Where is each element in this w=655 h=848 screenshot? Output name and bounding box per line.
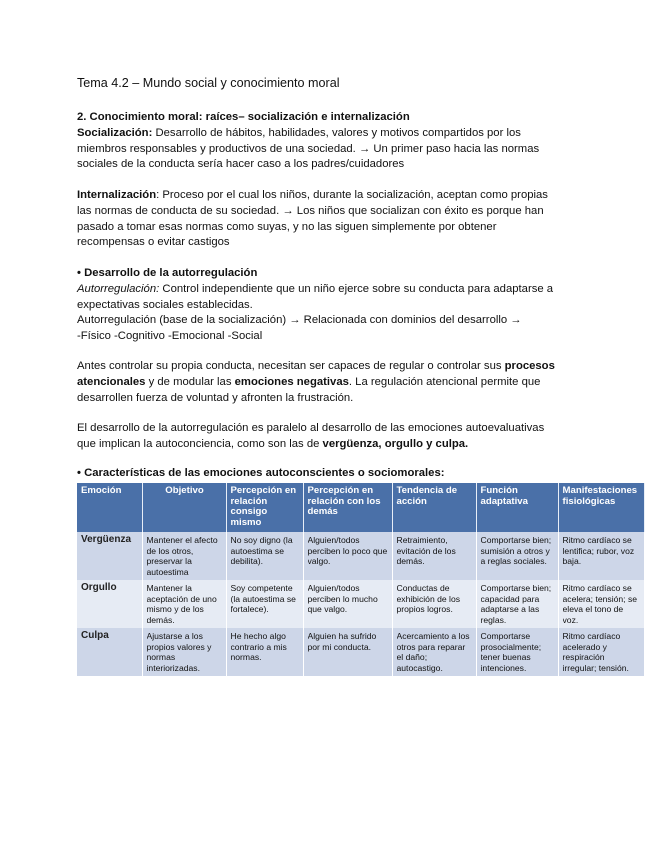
text-line: expectativas sociales establecidas. <box>77 298 253 311</box>
text-line: Desarrollo de hábitos, habilidades, valores y motivos compartidos por los <box>152 126 521 139</box>
table-row <box>77 580 644 628</box>
emphasis: procesos <box>504 360 555 372</box>
table-cell <box>142 628 226 676</box>
text-line: : Proceso por el cual los niños, durante la socialización, aceptan como propias <box>156 189 548 201</box>
cell-text: Alguien ha sufrido por mi conducta. <box>307 631 377 652</box>
text-line: desarrollen fuerza de voluntad y afronten la frustración. <box>77 391 354 404</box>
cell-text: Soy competente (la autoestima se fortalece). <box>230 583 296 615</box>
caracteristicas-heading: • Características de las emociones autoconscientes o sociomorales: <box>77 467 445 479</box>
socializacion-paragraph <box>77 126 582 142</box>
table-cell <box>476 580 558 628</box>
table-cell <box>303 628 392 676</box>
internalizacion-paragraph <box>77 188 582 204</box>
text-run: Antes controlar su propia conducta, necesitan ser capaces de regular o controlar sus <box>77 360 505 372</box>
emphasis: vergüenza, orgullo y culpa. <box>322 437 469 450</box>
row-header: Vergüenza <box>77 532 142 580</box>
text-run: que implican la autoconciencia, como son las de <box>77 437 323 450</box>
column-header: Objetivo <box>142 483 226 532</box>
paragraph-atencionales <box>77 359 582 406</box>
text-line: -Físico -Cognitivo -Emocional -Social <box>77 330 263 343</box>
table-cell <box>558 580 644 628</box>
cell-text: He hecho algo contrario a mis normas. <box>230 631 287 663</box>
cell-text: Alguien/todos perciben lo mucho que valgo. <box>307 583 378 615</box>
text-line: El desarrollo de la autorregulación es paralelo al desarrollo de las emociones autoevaluativas <box>77 422 545 434</box>
emotions-table <box>77 483 645 676</box>
column-header: Manifestaciones fisiológicas <box>558 483 644 532</box>
table-header-row <box>77 483 644 532</box>
cell-text: Ritmo cardíaco se lentifica; rubor, voz baja. <box>562 535 635 567</box>
table-cell <box>392 580 476 628</box>
text-line <box>77 375 582 391</box>
table-cell <box>476 532 558 580</box>
cell-text: Acercamiento a los otros para reparar el daño; autocastigo. <box>396 631 470 673</box>
section-caracteristicas <box>77 466 582 482</box>
emphasis: atencionales <box>77 375 146 388</box>
cell-text: Ritmo cardíaco se acelera; tensión; se eleva el tono de voz. <box>562 583 638 625</box>
text-line: miembros responsables y productivos de una sociedad. → Un primer paso hacia las normas <box>77 142 540 155</box>
table-cell <box>226 628 303 676</box>
document-title: Tema 4.2 – Mundo social y conocimiento moral <box>77 76 340 90</box>
cell-text: Comportarse bien; sumisión a otros y a reglas sociales. <box>480 535 552 567</box>
table-cell <box>226 580 303 628</box>
text-line <box>77 437 582 453</box>
table-cell <box>392 628 476 676</box>
row-header: Culpa <box>77 628 142 676</box>
cell-text: Ajustarse a los propios valores y normas interiorizadas. <box>146 631 212 673</box>
table-cell <box>142 580 226 628</box>
section-autorregulacion <box>77 266 582 345</box>
internalizacion-label: Internalización <box>77 189 157 201</box>
row-header: Orgullo <box>77 580 142 628</box>
text-line <box>77 359 582 375</box>
table-cell <box>303 580 392 628</box>
table-cell <box>558 628 644 676</box>
table-cell <box>226 532 303 580</box>
text-run: y de modular las <box>145 375 235 388</box>
emphasis: emociones negativas <box>234 375 349 388</box>
cell-text: No soy digno (la autoestima se debilita). <box>230 535 293 567</box>
autorregulacion-label: Autorregulación: <box>77 282 160 295</box>
table-cell <box>392 532 476 580</box>
section-heading: 2. Conocimiento moral: raíces– socialización e internalización <box>77 111 410 123</box>
cell-text: Ritmo cardíaco acelerado y respiración irregular; tensión. <box>562 631 629 673</box>
column-header: Percepción en relación consigo mismo <box>226 483 303 532</box>
socializacion-label: Socialización: <box>77 126 153 139</box>
cell-text: Comportarse bien; capacidad para adaptarse a las reglas. <box>480 583 552 625</box>
section-socializacion <box>77 110 582 173</box>
autorregulacion-heading: • Desarrollo de la autorregulación <box>77 267 258 279</box>
table-cell <box>303 532 392 580</box>
column-header: Percepción en relación con los demás <box>303 483 392 532</box>
column-header: Función adaptativa <box>476 483 558 532</box>
autorregulacion-definition <box>77 282 582 298</box>
cell-text: Alguien/todos perciben lo poco que valgo. <box>307 535 388 567</box>
table-row <box>77 532 644 580</box>
section-internalizacion <box>77 188 582 251</box>
cell-text: Mantener el afecto de los otros, preservar la autoestima <box>146 535 218 577</box>
table-cell <box>476 628 558 676</box>
column-header: Tendencia de acción <box>392 483 476 532</box>
text-line: pasado a tomar esas normas como suyas, y no las siguen simplemente por obtener <box>77 220 497 233</box>
text-line: las normas de conducta de su sociedad. → Los niños que socializan con éxito es porque han <box>77 204 544 217</box>
text-line: Control independiente que un niño ejerce sobre su conducta para adaptarse a <box>159 282 554 295</box>
text-line: sociales de la conducta sería hacer caso a los padres/cuidadores <box>77 158 405 171</box>
column-header: Emoción <box>77 483 142 532</box>
table-row <box>77 628 644 676</box>
table-cell <box>142 532 226 580</box>
text-run: . La regulación atencional permite que <box>348 375 541 388</box>
cell-text: Mantener la aceptación de uno mismo y de los demás. <box>146 583 217 625</box>
text-line: recompensas o evitar castigos <box>77 236 230 249</box>
cell-text: Conductas de exhibición de los propios logros. <box>396 583 461 615</box>
table-cell <box>558 532 644 580</box>
paragraph-autoevaluativas <box>77 421 582 453</box>
cell-text: Comportarse prosocialmente; tener buenas intenciones. <box>480 631 542 673</box>
text-line: Autorregulación (base de la socialización) → Relacionada con dominios del desarrollo → <box>77 314 522 327</box>
cell-text: Retraimiento, evitación de los demás. <box>396 535 456 567</box>
